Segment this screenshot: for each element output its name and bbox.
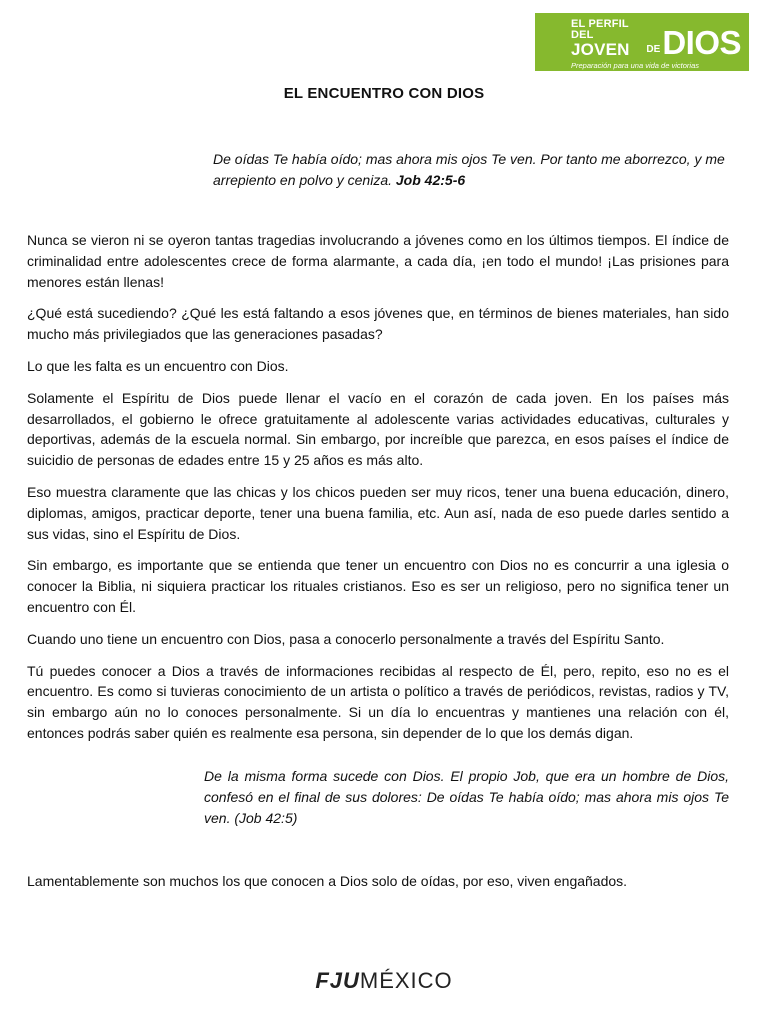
logo-de: DE	[646, 44, 661, 55]
epigraph-reference: Job 42:5-6	[395, 172, 466, 188]
paragraph: Eso muestra claramente que las chicas y los chicos pueden ser muy ricos, tener una buena educación, dinero, diplomas, amigos, practicar deporte, tener una buena familia, etc. Aun así, nada de eso puede darles sentido a sus vidas, sino el Espíritu de Dios.	[27, 483, 729, 542]
page-title: EL ENCUENTRO CON DIOS	[283, 85, 485, 102]
closing-paragraph: Lamentablemente son muchos los que conocen a Dios solo de oídas, por eso, viven engañados.	[27, 873, 628, 889]
block-quote: De la misma forma sucede con Dios. El propio Job, que era un hombre de Dios, confesó en el final de sus dolores: De oídas Te había oído; mas ahora mis ojos Te ven. (Job 42:5)	[204, 768, 729, 826]
logo-wordmark	[571, 18, 741, 62]
logo-line2: JOVEN	[571, 40, 630, 59]
paragraph: Nunca se vieron ni se oyeron tantas tragedias involucrando a jóvenes como en los últimos tiempos. El índice de criminalidad entre adolescentes crece de forma alarmante, a cada día, ¡en todo el mundo! ¡Las prisiones para menores están llenas!	[27, 232, 729, 290]
article-body	[27, 230, 729, 755]
paragraph: Solamente el Espíritu de Dios puede llenar el vacío en el corazón de cada joven. En los países más desarrollados, el gobierno le ofrece gratuitamente al adolescente varias actividades educativas, culturales y deportivas, además de la escuela normal. Sin embargo, por increíble que parezca, en esos países el índice de suicidio de personas de edades entre 15 y 25 años es más alto.	[27, 389, 729, 469]
footer-brand	[0, 968, 768, 994]
logo-tagline: Preparación para una vida de victorias	[571, 61, 699, 70]
paragraph: Sin embargo, es importante que se entienda que tener un encuentro con Dios no es concurrir a una iglesia o conocer la Biblia, ni siquiera practicar los rituales cristianos. Eso es ser un religioso, pero no significa tener un encuentro con Él.	[27, 557, 729, 615]
epigraph-quote	[213, 149, 733, 191]
paragraph: ¿Qué está sucediendo? ¿Qué les está faltando a esos jóvenes que, en términos de bienes materiales, han sido mucho más privilegiados que las generaciones pasadas?	[27, 305, 729, 343]
logo-line3: DIOS	[662, 24, 741, 62]
paragraph: Tú puedes conocer a Dios a través de informaciones recibidas al respecto de Él, pero, repito, eso no es el encuentro. Es como si tuvieras conocimiento de un artista o político a través de periódicos, revistas, radios y TV, sin embargo aún no lo conoces personalmente. Si un día lo encuentras y mantienes una relación con él, entonces podrás saber quién es realmente esa persona, sin depender de lo que los demás digan.	[27, 662, 729, 741]
footer-brand-light: MÉXICO	[359, 968, 453, 993]
logo-banner	[535, 13, 749, 71]
paragraph: Cuando uno tiene un encuentro con Dios, pasa a conocerlo personalmente a través del Espíritu Santo.	[27, 630, 665, 647]
logo-line1: EL PERFIL DEL	[571, 18, 629, 41]
epigraph-text: De oídas Te había oído; mas ahora mis ojos Te ven. Por tanto me aborrezco, y me arrepiento en polvo y ceniza.	[213, 151, 725, 188]
paragraph: Lo que les falta es un encuentro con Dios.	[27, 357, 289, 374]
footer-brand-bold: FJU	[315, 968, 360, 993]
